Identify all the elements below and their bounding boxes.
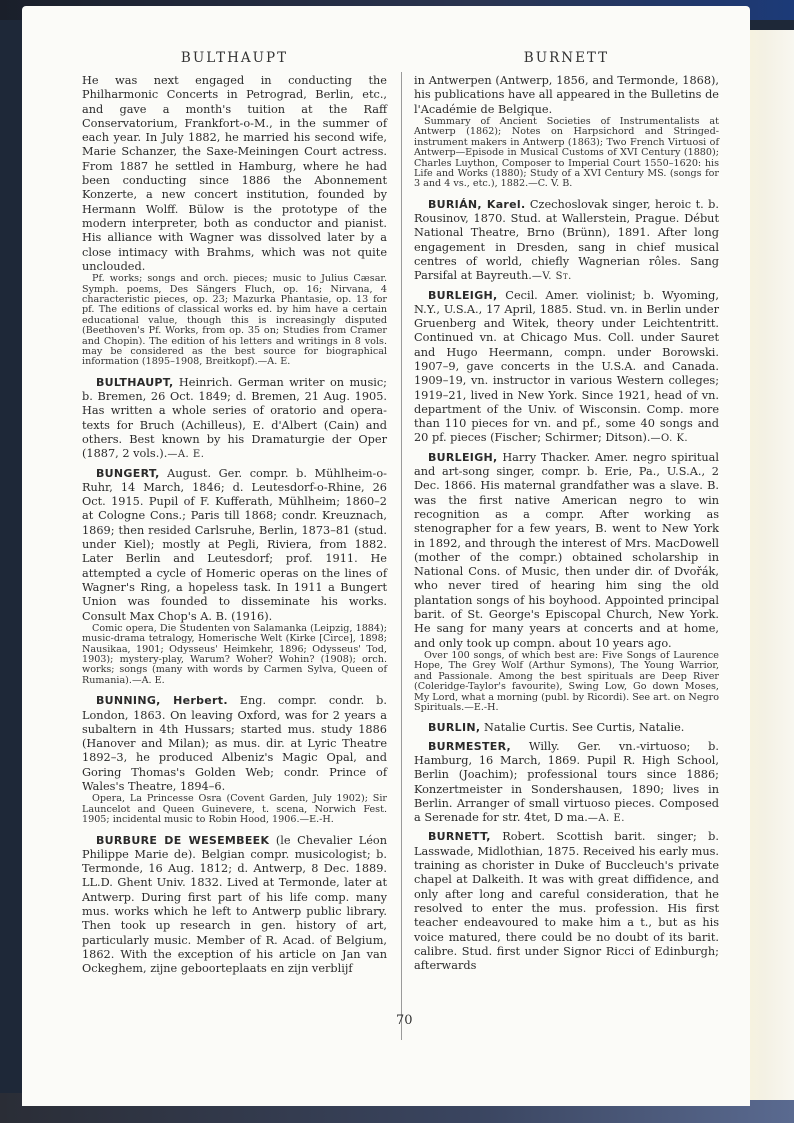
contributor-signature: —A. E. bbox=[167, 449, 205, 461]
works-list-note: Over 100 songs, of which best are: Five Songs of Laurence Hope, The Grey Wolf (Arthur Symons), The Young Warrior, and Passionale. Among the best spirituals are Deep River (Coleridge-Taylor's favourite), Swing Low, Go down Moses, My Lord, what a morning (publ. by Ricordi). See art. on Negro Spirituals.—E.-H. bbox=[414, 649, 720, 713]
dictionary-entry bbox=[414, 721, 719, 735]
entry-text: Cecil. Amer. violinist; b. Wyoming, N.Y., U.S.A., 17 April, 1885. Stud. vn. in Berlin under Gruenberg and Witek, theory under Leichtentritt. Continued vn. at Chicago Mus. Coll. under Sauret and Hugo Heermann, compn. under Borowski. 1907–9, gave concerts in the U.S.A. and Canada. 1909–19, vn. instructor in various Western colleges; 1919–21, lived in New York. Since 1921, head of vn. department of the Univ. of Wisconsin. Comp. more than 110 pieces for vn. and pf., some 40 songs and 20 pf. pieces (Fischer; Schirmer; Ditson). bbox=[414, 288, 719, 445]
dictionary-entry bbox=[414, 451, 719, 651]
dictionary-entry bbox=[414, 198, 719, 285]
entry-text: Eng. compr. condr. b. London, 1863. On leaving Oxford, was for 2 years a subaltern in 4th Hussars; started mus. study 1886 (Hanover and Milan); as mus. dir. at Lyric Theatre 1892–3, he produced Albeniz's Magic Opal, and Goring Thomas's Golden Web; condr. Prince of Wales's Theatre, 1894–6. bbox=[82, 694, 387, 794]
dictionary-entry bbox=[414, 740, 719, 827]
entry-text: Harry Thacker. Amer. negro spiritual and art-song singer, compr. b. Erie, Pa., U.S.A., 2 Dec. 1866. His maternal grandfather was a slave. B. was the first native American negro to win recognition as a compr. After working as stenographer for a few years, B. went to New York in 1892, and through the interest of Mrs. MacDowell (mother of the compr.) obtained scholarship in National Cons. of Music, then under dir. of Dvořák, who never tired of hearing him sing the old plantation songs of his boyhood. Appointed principal barit. of St. George's Episcopal Church, New York. He sang for many years at concerts and at home, and only took up compn. about 10 years ago. bbox=[414, 450, 719, 650]
contributor-signature: —A. E. bbox=[587, 813, 625, 825]
entry-text: (le Chevalier Léon Philippe Marie de). Belgian compr. musicologist; b. Termonde, 16 Aug. 1812; d. Antwerp, 8 Dec. 1889. LL.D. Ghent Univ. 1832. Lived at Termonde, later at Antwerp. During first part of his life comp. many mus. works which he left to Antwerp public library. Then took up research in gen. history of art, particularly music. Member of R. Acad. of Belgium, 1862. With the exception of his article on Jan van Ockeghem, zijne geboorteplaats en zijn verblijf bbox=[82, 833, 388, 976]
entry-headword: BURMESTER, bbox=[428, 739, 512, 753]
contributor-signature: —O. K. bbox=[650, 433, 689, 445]
entry-text: Willy. Ger. vn.-virtuoso; b. Hamburg, 16 March, 1869. Pupil R. High School, Berlin (Joachim); professional tours since 1886; Konzertmeister in Sondershausen, 1890; lives in Berlin. Arranger of small virtuoso pieces. Composed a Serenade for str. 4tet, D ma. bbox=[414, 739, 719, 825]
left-column-body bbox=[82, 74, 387, 977]
left-column bbox=[82, 50, 387, 977]
entry-headword: BUNNING, Herbert. bbox=[96, 694, 228, 708]
entry-text: Czechoslovak singer, heroic t. b. Rousinov, 1870. Stud. at Wallerstein, Prague. Début National Theatre, Brno (Brünn), 1891. After long engagement in Dresden, sang in chief musical centres of world, chiefly Wagnerian rôles. Sang Parsifal at Bayreuth. bbox=[414, 197, 719, 283]
entry-headword: BURLIN, bbox=[428, 721, 481, 735]
works-list-note: Pf. works; songs and orch. pieces; music to Julius Cæsar. Symph. poems, Des Sängers Fluch, op. 16; Nirvana, 4 characteristic pieces, op. 23; Mazurka Phantasie, op. 13 for pf. The editions of classical works ed. by him have a certain educational value, though this is increasingly disputed (Beethoven's Pf. Works, from op. 35 on; Studies from Cramer and Chopin). The edition of his letters and writings in 8 vols. may be considered as the best source for biographical information (1895–1908, Breitkopf).—A. E. bbox=[82, 273, 387, 368]
contributor-signature: —V. St. bbox=[531, 271, 572, 283]
entry-headword: BURLEIGH, bbox=[428, 288, 498, 302]
entry-text: Robert. Scottish barit. singer; b. Lasswade, Midlothian, 1875. Received his early mus. training as chorister in Duke of Buccleuch's private chapel at Dalkeith. It was with great diffidence, and only after long and careful consideration, that he resolved to enter the mus. profession. His first teacher endeavoured to make him a t., but as his voice matured, there could be no doubt of its barit. calibre. Stud. first under Signor Ricci of Edinburgh; afterwards bbox=[414, 830, 719, 973]
dictionary-entry bbox=[414, 830, 719, 973]
right-column-body bbox=[414, 74, 719, 973]
works-list-note: Comic opera, Die Studenten von Salamanka (Leipzig, 1884); music-drama tetralogy, Homerische Welt (Kirke [Circe], 1898; Nausikaa, 1901; Odysseus' Heimkehr, 1896; Odysseus' Tod, 1903); mystery-play, Warum? Woher? Wohin? (1908); orch. works; songs (many with words by Carmen Sylva, Queen of Rumania).—A. E. bbox=[82, 622, 387, 686]
entry-text: Natalie Curtis. See Curtis, Natalie. bbox=[480, 721, 685, 735]
entry-headword: BUNGERT, bbox=[96, 466, 160, 480]
entry-headword: BULTHAUPT, bbox=[96, 375, 174, 389]
entry-headword: BURIÁN, Karel. bbox=[428, 197, 526, 211]
dictionary-entry bbox=[82, 467, 387, 624]
entry-text: August. Ger. compr. b. Mühlheim-o-Ruhr, 14 March, 1846; d. Leutesdorf-o-Rhine, 26 Oct. 1915. Pupil of F. Kufferath, Mühlheim; 1860–2 at Cologne Cons.; Paris till 1868; condr. Kreuznach, 1869; then resided Carlsruhe, Berlin, 1873–81 (stud. under Kiel); mostly at Pegli, Riviera, from 1882. Later Berlin and Leutesdorf; prof. 1911. He attempted a cycle of Homeric operas on the lines of Wagner's Ring, a hopeless task. In 1911 a Bungert Union was founded to disseminate his works. Consult Max Chop's A. B. (1916). bbox=[82, 466, 387, 623]
page-edge bbox=[745, 30, 794, 1100]
dictionary-entry bbox=[414, 289, 719, 447]
continued-paragraph: He was next engaged in conducting the Philharmonic Concerts in Petrograd, Berlin, etc., and gave a month's tuition at the Raff Conservatorium, Frankfort-o-M., in the summer of each year. In July 1882, he married his second wife, Marie Schanzer, the Saxe-Meiningen Court actress. From 1887 he settled in Hamburg, where he had been conducting since 1886 the Abonnement Konzerte, a new concert institution, founded by Hermann Wolff. Bülow is the prototype of the modern interpreter, both as conductor and pianist. His alliance with Wagner was dissolved later by a close intimacy with Brahms, which was not quite unclouded. bbox=[82, 74, 387, 273]
running-head-left: BULTHAUPT bbox=[180, 50, 289, 66]
entry-headword: BURLEIGH, bbox=[428, 450, 498, 464]
works-list-note: Summary of Ancient Societies of Instrumentalists at Antwerp (1862); Notes on Harpsichord and Stringed-instrument makers in Antwerp (1863); Two French Virtuosi of Antwerp—Episode in Musical Customs of XVI Century (1880); Charles Luython, Composer to Imperial Court 1550–1620: his Life and Works (1880); Study of a XVI Century MS. (songs for 3 and 4 vs., etc.), 1882.—C. V. B. bbox=[414, 115, 719, 190]
dictionary-entry bbox=[82, 694, 387, 794]
running-head-right: BURNETT bbox=[523, 50, 610, 66]
page-number: 70 bbox=[396, 1013, 413, 1028]
entry-headword: BURBURE DE WESEMBEEK bbox=[96, 833, 270, 847]
works-list-note: Opera, La Princesse Osra (Covent Garden, July 1902); Sir Launcelot and Queen Guinevere, t. scena, Norwich Fest. 1905; incidental music to Robin Hood, 1906.—E.-H. bbox=[82, 793, 387, 826]
right-column bbox=[414, 50, 719, 973]
dictionary-entry bbox=[82, 834, 387, 977]
entry-headword: BURNETT, bbox=[428, 830, 491, 844]
column-divider bbox=[401, 72, 402, 1040]
dictionary-entry bbox=[82, 376, 387, 463]
continued-paragraph: in Antwerpen (Antwerp, 1856, and Termonde, 1868), his publications have all appeared in the Bulletins de l'Académie de Belgique. bbox=[414, 74, 719, 116]
entry-text: Heinrich. German writer on music; b. Bremen, 26 Oct. 1849; d. Bremen, 21 Aug. 1905. Has written a whole series of oratorio and opera-texts for Bruch (Achilleus), E. d'Albert (Cain) and others. Best known by his Dramaturgie der Oper (1887, 2 vols.). bbox=[82, 375, 387, 461]
